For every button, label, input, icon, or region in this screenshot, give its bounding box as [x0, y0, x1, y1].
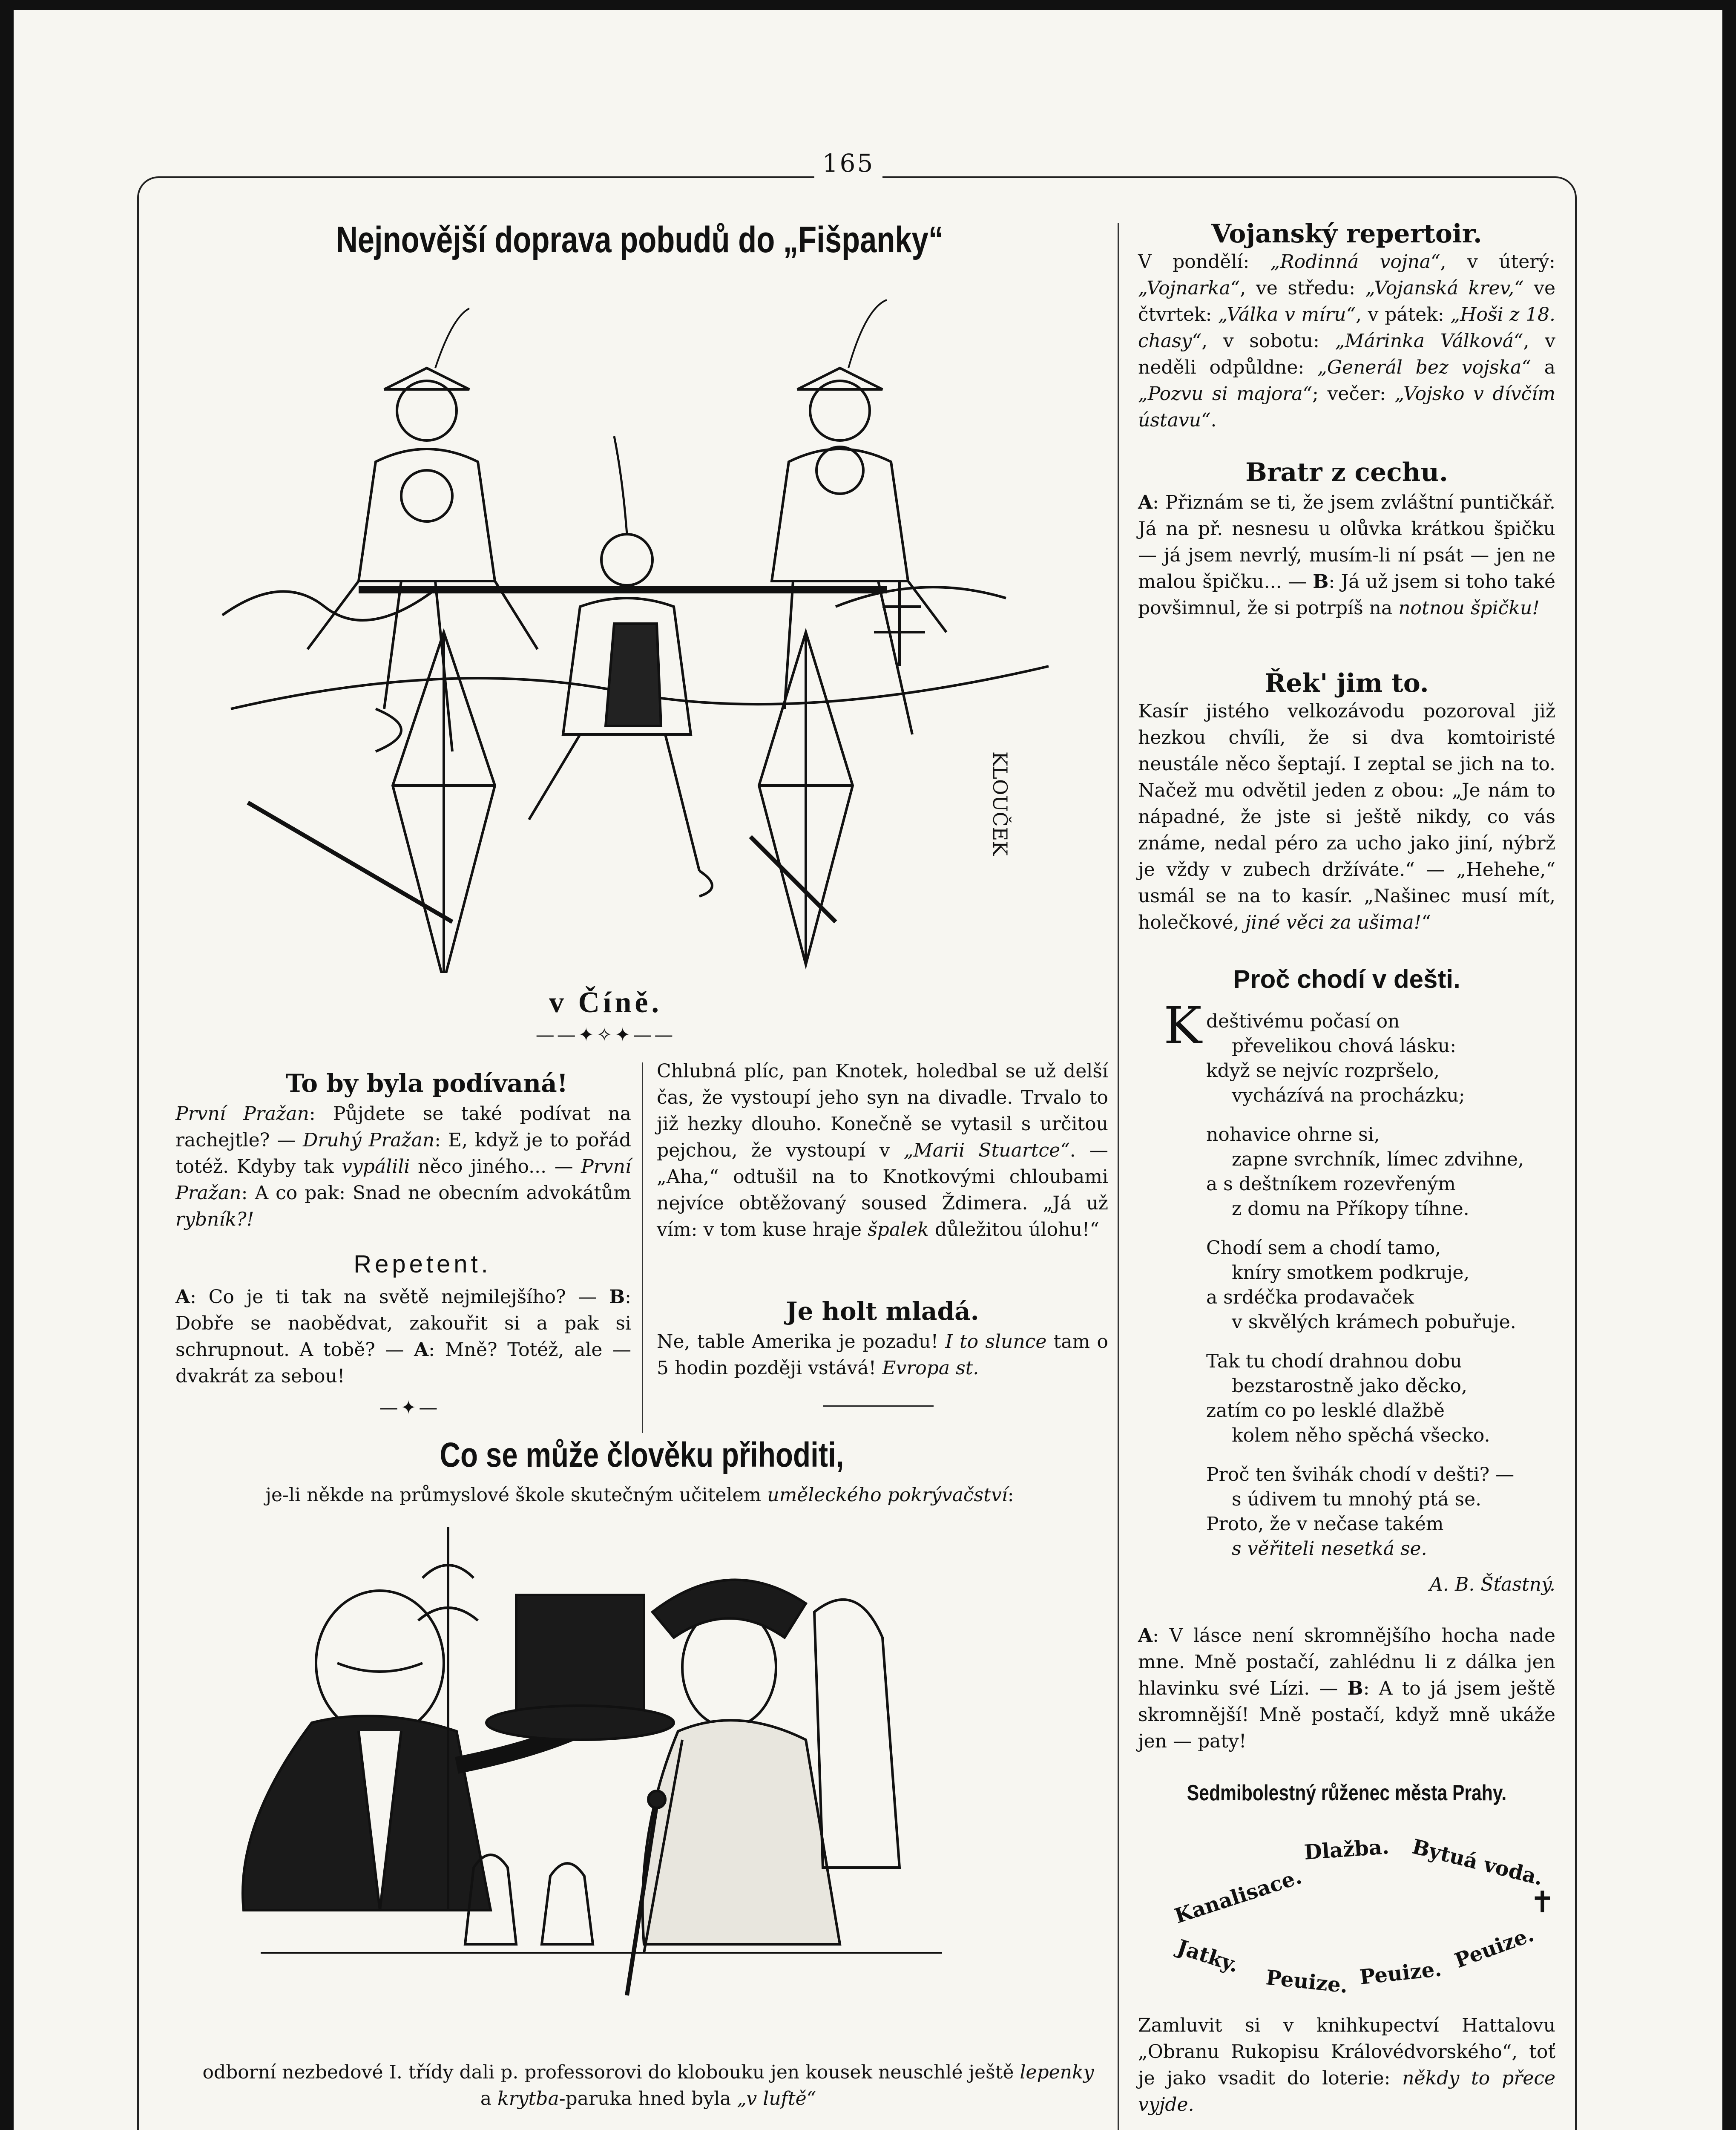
article-text-skromny: A: V lásce není skromnějšího hocha nade mne. Mně postačí, zahlédnu li z dálka jen hlavinku své Lízi. — B: A to já jsem ještě skromnější! Mně postačí, když mně ukáže jen — paty!: [1138, 1625, 1555, 1752]
poem-line: Tak tu chodí drahnou dobu: [1206, 1350, 1462, 1372]
rosary-word-5: Peuize.: [1265, 1966, 1349, 1998]
rosary-word-4: Jatky.: [1174, 1935, 1242, 1977]
poem-stanza: [1206, 1236, 1555, 1335]
poem-line: a s deštníkem rozevřeným: [1206, 1173, 1456, 1195]
poem-line: kníry smotkem podkruje,: [1232, 1262, 1470, 1284]
article-text-bratr: A: Přiznám se ti, že jsem zvláštní puntičkář. Já na př. nesnesu u olůvka krátkou špičku — já jsem nevrlý, musím-li ní psát — jen ne malou špičku... — B: Já už jsem si toho také povšimnul, že si potrpíš na notnou špičku!: [1138, 492, 1555, 619]
article-title-ruzenec: Sedmibolestný růženec města Prahy.: [1187, 1781, 1507, 1805]
poem-stanza: [1206, 1349, 1555, 1448]
rosary-word-1: Kanalisace.: [1171, 1865, 1305, 1929]
rosary-word-7: Peuize.: [1451, 1922, 1537, 1973]
cartoon-caption: v Číně.: [549, 986, 662, 1019]
poem-line: kolem něho spěchá všecko.: [1232, 1425, 1490, 1446]
short-rule: [823, 1405, 934, 1407]
newspaper-page: [14, 10, 1722, 2130]
poem-stanza: [1206, 1123, 1555, 1221]
poem-line: Chodí sem a chodí tamo,: [1206, 1237, 1441, 1259]
poem-initial: K: [1164, 996, 1202, 1056]
article-title-bratr: Bratr z cechu.: [1245, 458, 1448, 487]
poem-line: vycházívá na procházku;: [1232, 1085, 1465, 1106]
article-title-rek-jim: Řek' jim to.: [1265, 668, 1429, 698]
middle-rule: [642, 1062, 643, 1433]
poem-stanza: [1206, 1009, 1555, 1108]
poem-line: Proto, že v nečase takém: [1206, 1513, 1444, 1535]
poem-line: bezstarostně jako děcko,: [1232, 1375, 1468, 1397]
article-text-to-by-byla: První Pražan: Půjdete se také podívat na rachejtle? — Druhý Pražan: E, když je to pořád totéž. Kdyby tak vypálili něco jiného... — První Pražan: A co pak: Snad ne obecním advokátům rybník?!: [175, 1103, 631, 1230]
poem-title-proc-chodi: Proč chodí v dešti.: [1233, 965, 1460, 993]
rosary-word-3: Bytuá voda.: [1409, 1834, 1546, 1891]
article-text-zamluvit: Zamluvit si v knihkupectví Hattalovu „Obranu Rukopisu Královédvorského“, toť je jako vsadit do loterie: někdy to přece vyjde.: [1138, 2015, 1555, 2116]
page-number: 165: [822, 149, 875, 178]
poem-line: nohavice ohrne si,: [1206, 1124, 1380, 1146]
article-title-je-holt-mlada: Je holt mladá.: [786, 1297, 979, 1326]
poem-line: zapne svrchník, límec zdvihne,: [1232, 1148, 1524, 1170]
poem-line: deštivému počasí on: [1206, 1010, 1400, 1032]
rosary-word-6: Peuize.: [1358, 1957, 1443, 1989]
article-text-chlubna: Chlubná plíc, pan Knotek, holedbal se už delší čas, že vystoupí jeho syn na divadle. Trvalo to již hezky dlouho. Konečně se vytasil s určitou pejchou, že vystoupí v „Marii Stuartce“. — „Aha,“ odtušil na to Knotkovými chloubami nejvíce obtěžovaný soused Ždimera. „Já už vím: v tom kuse hraje špalek důležitou úlohu!“: [657, 1060, 1108, 1241]
ornament-divider: ——✦✧✦——: [535, 1024, 676, 1046]
cartoon-signature: KLOUČEK: [989, 751, 1012, 856]
cartoon-illustration-professor: [218, 1527, 1070, 2038]
cartoon-caption-professor: odborní nezbedové I. třídy dali p. professorovi do klobouku jen kousek neuschlé ještě lepenky a krytba-paruka hned byla „v luftě“: [202, 2061, 1094, 2110]
article-title-co-se-muze: Co se může člověku přihoditi,: [440, 1436, 844, 1474]
rosary-word-2: Dlažba.: [1303, 1835, 1390, 1865]
poem-author: A. B. Šťastný.: [1429, 1574, 1555, 1595]
article-subtitle-co-se-muze: je-li někde na průmyslové škole skutečným učitelem uměleckého pokrývačství:: [265, 1484, 1014, 1506]
article-text-rek-jim: Kasír jistého velkozávodu pozoroval již hezkou chvíli, že si dva komtoiristé neustále něco šeptají. I zeptal se jich na to. Načež mu odvětil jeden z obou: „Je nám to nápadné, že jste si ještě nikdy, co vás známe, nedal péro za ucho jako jiní, nýbrž je vždy v zubech držíváte.“ — „Hehehe,“ usmál se na to kasír. „Našinec musí mít, holečkové, jiné věci za ušima!“: [1138, 700, 1555, 933]
article-text-repetent: A: Co je ti tak na světě nejmilejšího? — B: Dobře se naobědvat, zakouřit si a pak si schrupnout. A tobě? — A: Mně? Totéž, ale — dvakrát za sebou!: [175, 1286, 631, 1387]
article-title-to-by-byla: To by byla podívaná!: [285, 1069, 568, 1098]
poem-line: z domu na Příkopy tíhne.: [1232, 1198, 1469, 1220]
poem-line: Proč ten švihák chodí v dešti? —: [1206, 1464, 1515, 1485]
poem-line: v skvělých krámech pobuřuje.: [1232, 1311, 1516, 1333]
article-title-vojansky: Vojanský repertoir.: [1211, 219, 1482, 249]
rosary-words: [1138, 1821, 1564, 2000]
poem-line: zatím co po lesklé dlažbě: [1206, 1400, 1445, 1422]
poem-line: s údivem tu mnohý ptá se.: [1232, 1488, 1482, 1510]
poem-body: [1206, 1009, 1555, 1576]
poem-line: převelikou chová lásku:: [1232, 1035, 1457, 1057]
poem-stanza: [1206, 1462, 1555, 1561]
article-text-je-holt-mlada: Ne, table Amerika je pozadu! I to slunce tam o 5 hodin později vstává! Evropa st.: [657, 1331, 1108, 1379]
article-text-vojansky: V pondělí: „Rodinná vojna“, v úterý: „Vojnarka“, ve středu: „Vojanská krev,“ ve čtvrtek: „Válka v míru“, v pátek: „Hoši z 18. chasy“, v sobotu: „Márinka Válková“, v neděli odpůldne: „Generál bez vojska“ a „Pozvu si majora“; večer: „Vojsko v dívčím ústavu“.: [1138, 251, 1555, 431]
article-title-repetent: Repetent.: [354, 1250, 491, 1278]
poem-line: s věřiteli nesetká se.: [1232, 1538, 1427, 1560]
column-rule: [1118, 223, 1119, 2130]
cross-icon: ✝: [1530, 1885, 1555, 1920]
poem-line: a srdéčka prodavaček: [1206, 1287, 1414, 1308]
cartoon-illustration-china: [197, 283, 1066, 973]
ornament-divider-2: —✦—: [379, 1397, 440, 1419]
poem-line: když se nejvíc rozpršelo,: [1206, 1060, 1440, 1082]
cartoon-title: Nejnovější doprava pobudů do „Fišpanky“: [336, 219, 944, 260]
